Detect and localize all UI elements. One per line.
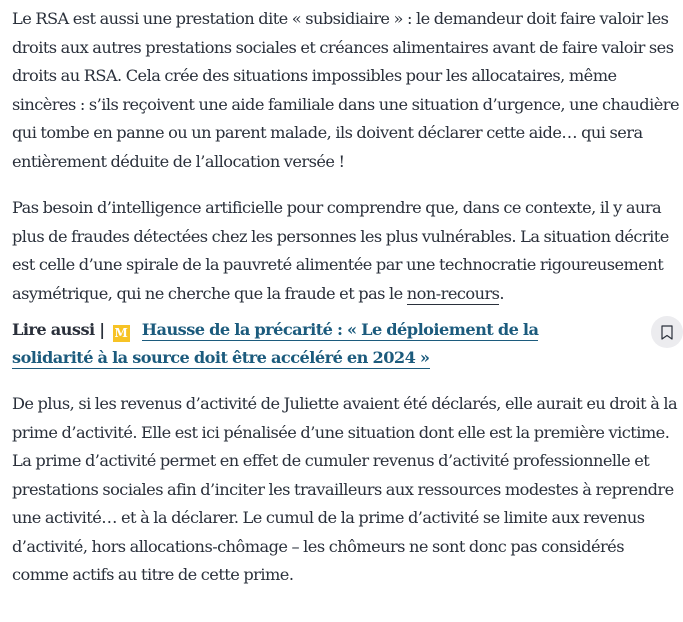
bookmark-button[interactable] bbox=[651, 316, 683, 348]
paragraph-fraude-text: Pas besoin d’intelligence artificielle pour comprendre que, dans ce contexte, il y aura plus de fraudes détectées chez les personnes les plus vulnérables. La situation décrite est celle d’une spirale de la pauvreté alimentée par une technocratie rigoureusement asymétrique, qui ne cherche que la fraude et pas le bbox=[12, 198, 669, 303]
paragraph-fraude-trailing: . bbox=[499, 283, 505, 303]
article-body bbox=[12, 0, 680, 590]
paragraph-rsa-subsidiaire: Le RSA est aussi une prestation dite « subsidiaire » : le demandeur doit faire valoir les droits aux autres prestations sociales et créances alimentaires avant de faire valoir ses droits au RSA. Cela crée des situations impossibles pour les allocataires, même sincères : s’ils reçoivent une aide familiale dans une situation d’urgence, une chaudière qui tombe en panne ou un parent malade, ils doivent déclarer cette aide… qui sera entièrement déduite de l’allocation versée ! bbox=[12, 9, 679, 171]
read-also-label: Lire aussi | bbox=[12, 320, 105, 339]
le-monde-logo-icon: M bbox=[114, 326, 128, 340]
paragraph-prime-activite: De plus, si les revenus d’activité de Juliette avaient été déclarés, elle aurait eu droit à la prime d’activité. Elle est ici pénalisée d’une situation dont elle est la première victime. La prime d’activité permet en effet de cumuler revenus d’activité professionnelle et prestations sociales afin d’inciter les travailleurs aux ressources modestes à reprendre une activité… et à la déclarer. Le cumul de la prime d’activité se limite aux revenus d’activité, hors allocations-chômage – les chômeurs ne sont donc pas considérés comme actifs au titre de cette prime. bbox=[12, 394, 678, 584]
read-also-block bbox=[12, 316, 680, 372]
read-also-article-link[interactable]: Hausse de la précarité : « Le déploiement de la solidarité à la source doit être accéléré en 2024 » bbox=[12, 320, 539, 367]
paragraph-fraude bbox=[12, 194, 680, 308]
non-recours-link[interactable]: non-recours bbox=[406, 283, 500, 303]
bookmark-icon bbox=[661, 325, 673, 340]
